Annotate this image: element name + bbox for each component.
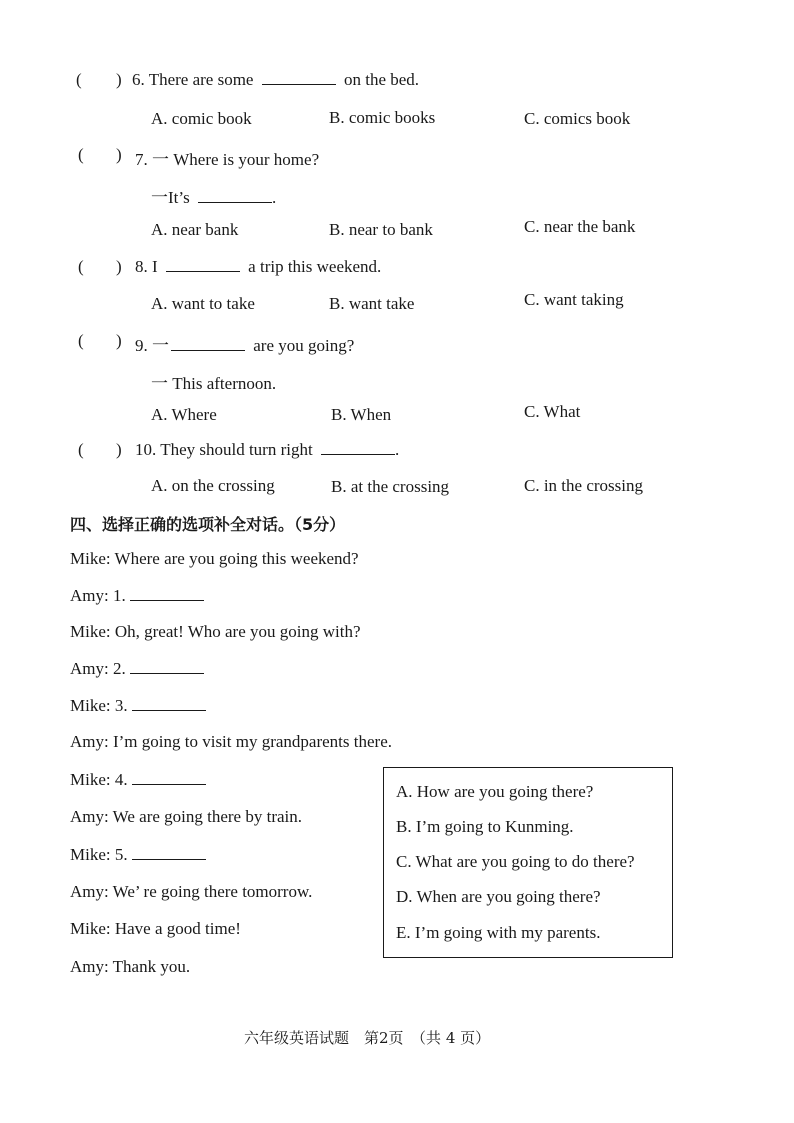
option-a: A. Where xyxy=(151,405,217,424)
answer-paren-open: ( xyxy=(78,331,84,350)
dialogue-line: Amy: We’ re going there tomorrow. xyxy=(70,882,313,901)
answer-paren-close: ) xyxy=(116,70,122,89)
question-line2: 一 This afternoon. xyxy=(151,374,277,393)
answer-blank[interactable] xyxy=(132,845,206,860)
answer-blank[interactable] xyxy=(132,770,206,785)
stem-text: 8. I xyxy=(135,257,158,276)
speaker-text: Mike: 4. xyxy=(70,770,128,789)
stem-text: 一It’s xyxy=(151,188,190,207)
option-c: C. want taking xyxy=(524,290,624,309)
question-stem xyxy=(135,257,381,277)
stem-text: 7. 一 Where is your home? xyxy=(135,150,320,169)
answer-blank[interactable] xyxy=(321,440,395,455)
answer-blank[interactable] xyxy=(130,659,204,674)
dialogue-line xyxy=(70,586,204,606)
option-a: A. comic book xyxy=(151,109,252,128)
page-footer: 六年级英语试题 第2页 （共 4 页） xyxy=(244,1029,491,1047)
answer-blank[interactable] xyxy=(130,586,204,601)
choice-c: C. What are you going to do there? xyxy=(396,852,635,871)
option-c: C. near the bank xyxy=(524,217,636,236)
choice-d: D. When are you going there? xyxy=(396,887,601,906)
dialogue-line: Mike: Oh, great! Who are you going with? xyxy=(70,622,361,641)
option-a: A. on the crossing xyxy=(151,476,275,495)
stem-text: 10. They should turn right xyxy=(135,440,313,459)
answer-paren-close: ) xyxy=(116,145,122,164)
speaker-text: Amy: 1. xyxy=(70,586,126,605)
option-a: A. near bank xyxy=(151,220,239,239)
choices-box xyxy=(383,767,673,958)
dialogue-line xyxy=(70,659,204,679)
dialogue-line xyxy=(70,845,206,865)
choice-e: E. I’m going with my parents. xyxy=(396,923,601,942)
stem-text: on the bed. xyxy=(343,70,420,89)
option-c: C. comics book xyxy=(524,109,631,128)
answer-blank[interactable] xyxy=(166,257,240,272)
question-stem xyxy=(132,70,419,90)
dialogue-line: Mike: Have a good time! xyxy=(70,919,241,938)
option-c: C. What xyxy=(524,402,581,421)
option-b: B. want take xyxy=(329,294,415,313)
answer-blank[interactable] xyxy=(171,336,245,351)
speaker-text: Mike: 3. xyxy=(70,696,128,715)
question-stem xyxy=(135,440,399,460)
answer-paren-open: ( xyxy=(78,145,84,164)
dialogue-line xyxy=(70,770,206,790)
choice-b: B. I’m going to Kunming. xyxy=(396,817,574,836)
section-title: 四、选择正确的选项补全对话。（5分） xyxy=(70,515,346,534)
speaker-text: Amy: 2. xyxy=(70,659,126,678)
option-b: B. comic books xyxy=(329,108,436,127)
choice-a: A. How are you going there? xyxy=(396,782,594,801)
answer-blank[interactable] xyxy=(198,188,272,203)
answer-paren-open: ( xyxy=(78,257,84,276)
stem-text: 6. There are some xyxy=(132,70,254,89)
answer-paren-close: ) xyxy=(116,257,122,276)
answer-blank[interactable] xyxy=(132,696,206,711)
answer-paren-close: ) xyxy=(116,331,122,350)
answer-paren-open: ( xyxy=(76,70,82,89)
dialogue-line: Amy: We are going there by train. xyxy=(70,807,302,826)
dialogue-line: Mike: Where are you going this weekend? xyxy=(70,549,359,568)
question-line2 xyxy=(151,183,276,208)
speaker-text: Mike: 5. xyxy=(70,845,128,864)
answer-blank[interactable] xyxy=(262,70,336,85)
stem-text: . xyxy=(394,440,400,459)
dialogue-line: Amy: I’m going to visit my grandparents there. xyxy=(70,732,392,751)
dialogue-line: Amy: Thank you. xyxy=(70,957,191,976)
question-stem xyxy=(135,331,354,356)
stem-text: 9. 一 xyxy=(135,336,169,355)
option-a: A. want to take xyxy=(151,294,255,313)
option-b: B. When xyxy=(331,405,392,424)
stem-text: . xyxy=(271,188,277,207)
answer-paren-close: ) xyxy=(116,440,122,459)
answer-paren-open: ( xyxy=(78,440,84,459)
option-b: B. at the crossing xyxy=(331,477,450,496)
option-b: B. near to bank xyxy=(329,220,433,239)
stem-text: are you going? xyxy=(253,336,355,355)
stem-text: a trip this weekend. xyxy=(248,257,382,276)
option-c: C. in the crossing xyxy=(524,476,643,495)
dialogue-line xyxy=(70,696,206,716)
